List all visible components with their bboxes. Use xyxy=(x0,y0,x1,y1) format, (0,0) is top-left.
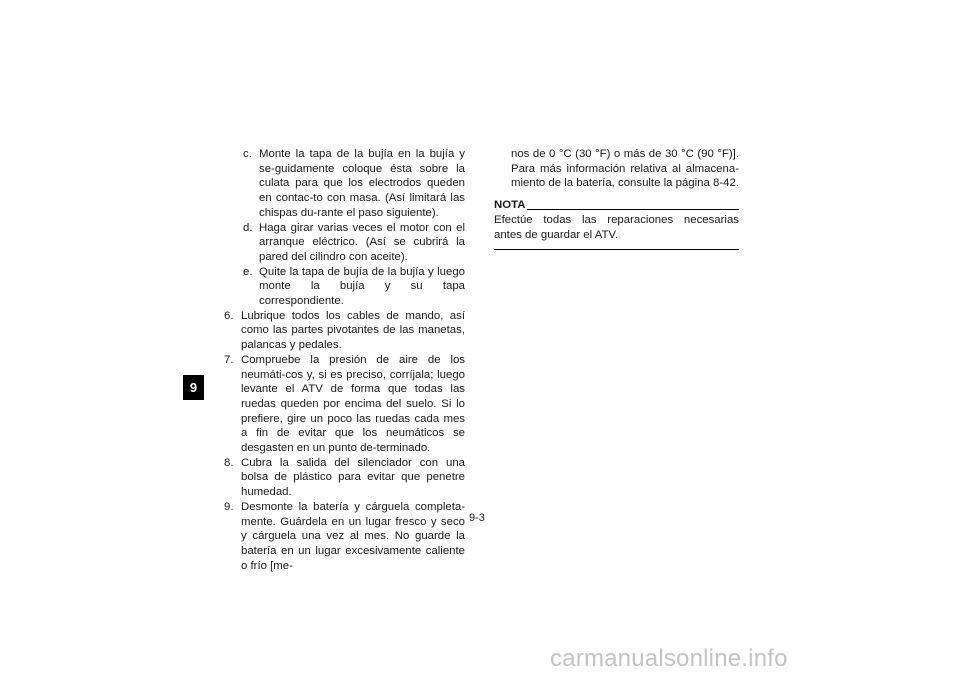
right-column xyxy=(494,147,739,250)
item-label: d. xyxy=(243,221,253,234)
item-label: 6. xyxy=(224,309,234,322)
list-item-9 xyxy=(224,500,465,574)
watermark: carmanualsonline.info xyxy=(550,645,788,672)
item-text: Quite la tapa de bujía de la bujía y luego monte la bujía y su tapa correspondiente. xyxy=(259,265,465,308)
list-item-d xyxy=(224,221,465,265)
item-text: Monte la tapa de la bujía en la bujía y se-guidamente coloque ésta sobre la culata para que los electrodos queden en contac-to con masa. (Así limitará las chispas du-rante el paso siguiente). xyxy=(259,148,465,219)
list-item-6 xyxy=(224,309,465,353)
note-header xyxy=(494,199,739,212)
page-number: 9-3 xyxy=(469,512,485,524)
item-text: Cubra la salida del silenciador con una bolsa de plástico para evitar que penetre humedad. xyxy=(241,456,465,499)
note-text: Efectúe todas las reparaciones necesarias antes de guardar el ATV. xyxy=(494,214,739,241)
note-title: NOTA xyxy=(494,199,526,212)
list-item-8 xyxy=(224,456,465,500)
item-9-continuation: nos de 0 °C (30 °F) o más de 30 °C (90 °F)]. Para más información relativa al almacena-miento de la batería, consulte la página 8-42. xyxy=(511,148,739,190)
item-label: e. xyxy=(243,265,253,278)
note-rule xyxy=(527,209,739,210)
item-text: Desmonte la batería y cárguela completa-mente. Guárdela en un lugar fresco y seco y cárguela una vez al mes. No guarde la batería en un lugar excesivamente caliente o frío [me- xyxy=(241,500,465,572)
item-text: Compruebe la presión de aire de los neumáti-cos y, si es preciso, corríjala; luego levante el ATV de forma que todas las ruedas queden por encima del suelo. Si lo prefiere, gire un poco las ruedas cada mes a fin de evitar que los neumáticos se desgasten en un punto de-terminado. xyxy=(241,353,465,455)
item-label: 7. xyxy=(224,353,234,366)
list-item-e xyxy=(224,265,465,309)
note-end-rule xyxy=(494,249,739,250)
item-label: c. xyxy=(243,148,252,160)
list-item-c xyxy=(224,147,465,221)
item-text: Haga girar varias veces el motor con el arranque eléctrico. (Así se cubrirá la pared del cilindro con aceite). xyxy=(259,221,465,263)
item-text: Lubrique todos los cables de mando, así como las partes pivotantes de las manetas, palancas y pedales. xyxy=(241,309,465,352)
list-item-7 xyxy=(224,353,465,456)
left-column xyxy=(224,147,465,573)
chapter-tab: 9 xyxy=(183,375,204,400)
item-label: 9. xyxy=(224,500,234,513)
item-label: 8. xyxy=(224,456,234,469)
